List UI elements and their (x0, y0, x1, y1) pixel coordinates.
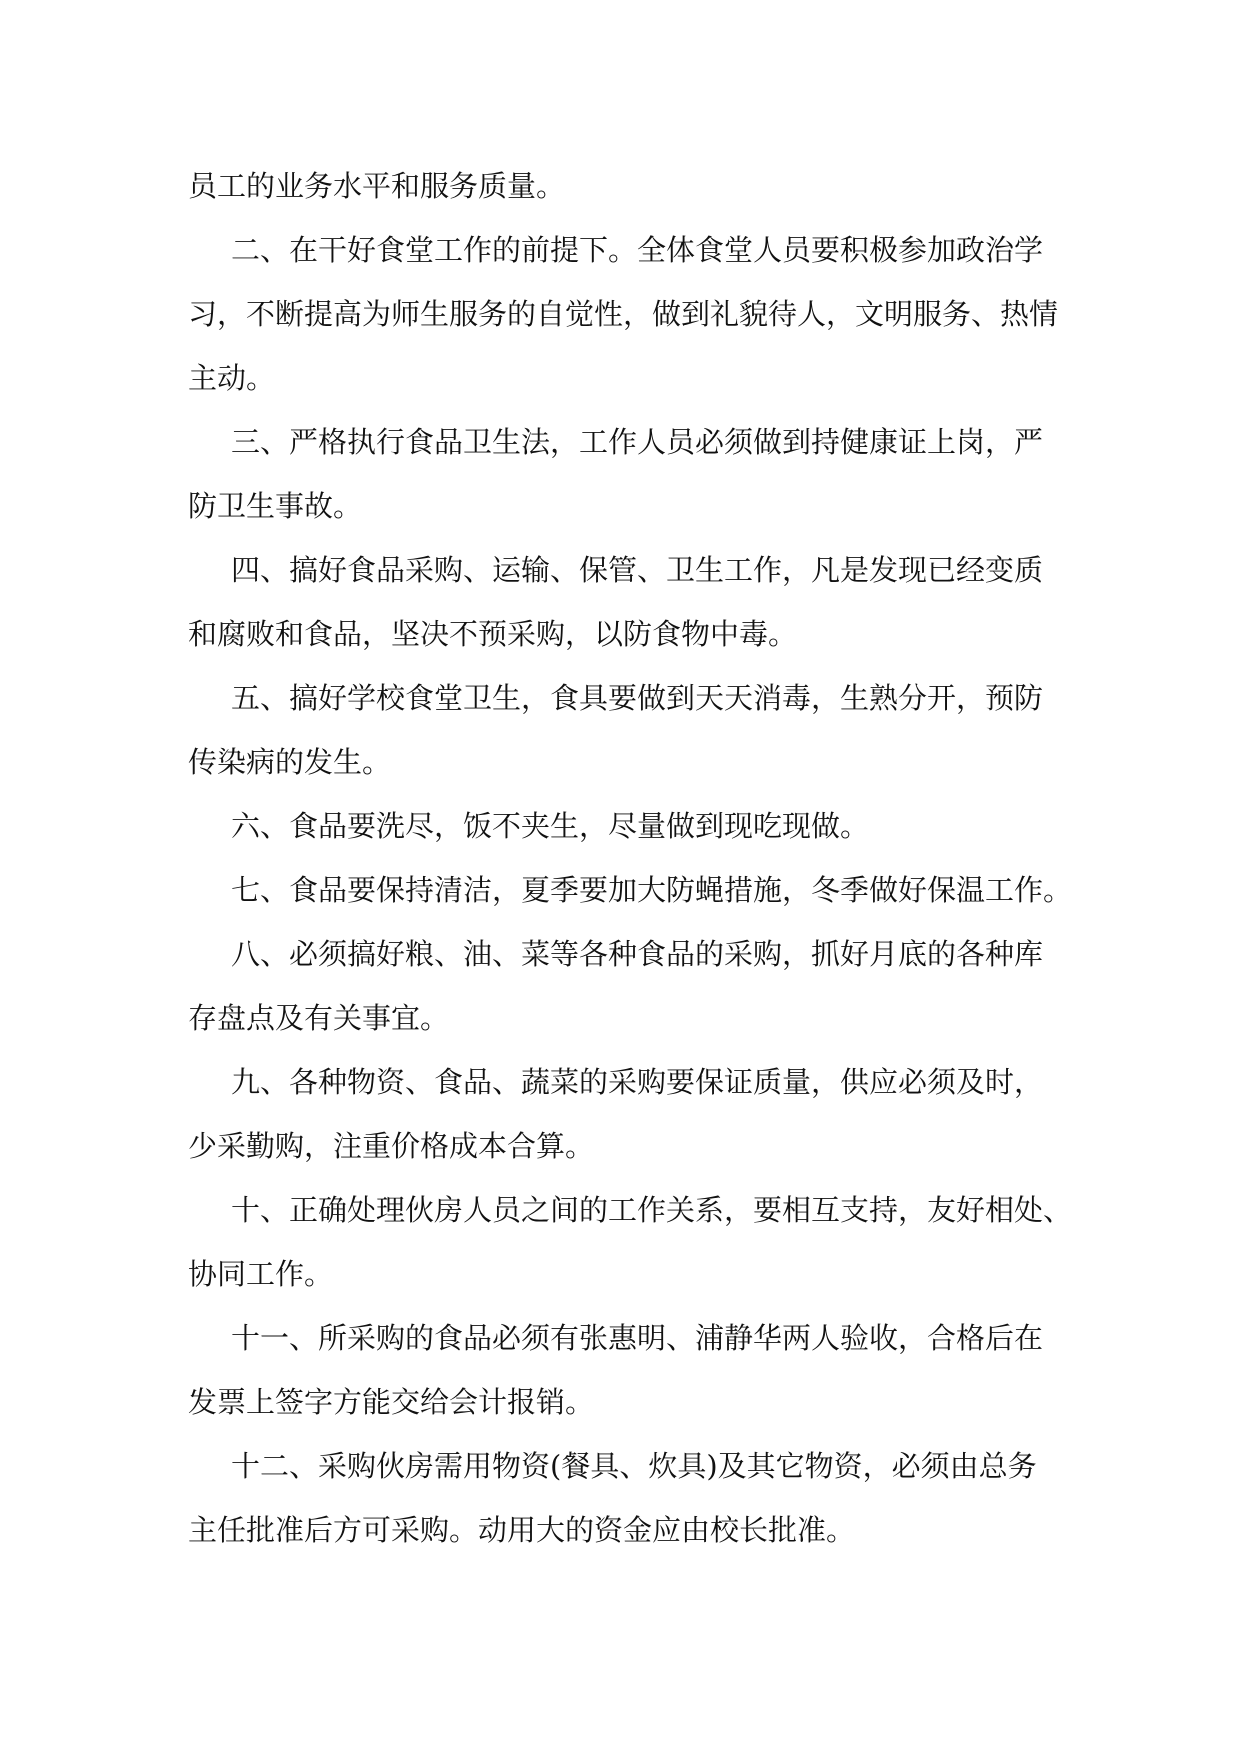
paragraph-line: 传染病的发生。 (188, 745, 392, 779)
paragraph-line: 发票上签字方能交给会计报销。 (188, 1385, 595, 1419)
paragraph-line: 六、食品要洗尽，饭不夹生，尽量做到现吃现做。 (231, 809, 870, 843)
paragraph-line: 主任批准后方可采购。动用大的资金应由校长批准。 (188, 1513, 856, 1547)
paragraph-line: 二、在干好食堂工作的前提下。全体食堂人员要积极参加政治学 (231, 233, 1044, 267)
paragraph-line: 和腐败和食品，坚决不预采购，以防食物中毒。 (188, 617, 798, 651)
paragraph-line: 三、严格执行食品卫生法，工作人员必须做到持健康证上岗，严 (231, 425, 1044, 459)
paragraph-line: 员工的业务水平和服务质量。 (188, 169, 566, 203)
paragraph-line: 十、正确处理伙房人员之间的工作关系，要相互支持，友好相处、 (231, 1193, 1073, 1227)
paragraph-line: 十一、所采购的食品必须有张惠明、浦静华两人验收，合格后在 (231, 1321, 1044, 1355)
paragraph-line: 协同工作。 (188, 1257, 334, 1291)
paragraph-line: 主动。 (188, 361, 276, 395)
paragraph-line: 十二、采购伙房需用物资(餐具、炊具)及其它物资，必须由总务 (231, 1449, 1037, 1483)
paragraph-line: 五、搞好学校食堂卫生，食具要做到天天消毒，生熟分开，预防 (231, 681, 1044, 715)
paragraph-line: 七、食品要保持清洁，夏季要加大防蝇措施，冬季做好保温工作。 (231, 873, 1073, 907)
paragraph-line: 八、必须搞好粮、油、菜等各种食品的采购，抓好月底的各种库 (231, 937, 1044, 971)
paragraph-line: 习，不断提高为师生服务的自觉性，做到礼貌待人，文明服务、热情 (188, 297, 1059, 331)
paragraph-line: 防卫生事故。 (188, 489, 363, 523)
paragraph-line: 九、各种物资、食品、蔬菜的采购要保证质量，供应必须及时， (231, 1065, 1044, 1099)
paragraph-line: 四、搞好食品采购、运输、保管、卫生工作，凡是发现已经变质 (231, 553, 1044, 587)
paragraph-line: 少采勤购，注重价格成本合算。 (188, 1129, 595, 1163)
paragraph-line: 存盘点及有关事宜。 (188, 1001, 450, 1035)
